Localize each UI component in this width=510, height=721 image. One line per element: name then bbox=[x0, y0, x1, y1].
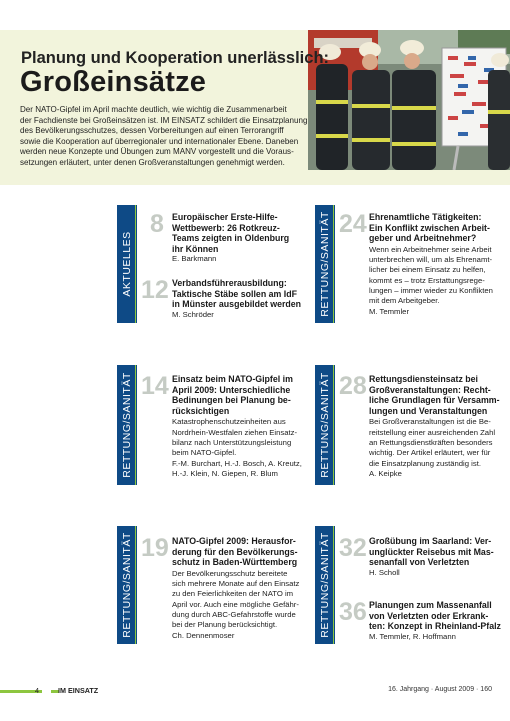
footer-page-info bbox=[35, 686, 98, 695]
page-number: 12 bbox=[141, 276, 169, 304]
entry-summary-line: April vor. Auch eine mögliche Gefähr- bbox=[172, 599, 299, 609]
entry-summary-line: mit dem Arbeitgeber. bbox=[369, 296, 440, 306]
entry-title-line: NATO-Gipfel 2009: Herausfor- bbox=[172, 536, 296, 546]
entry-title bbox=[369, 212, 507, 244]
entry-summary bbox=[369, 245, 507, 307]
firefighters-photo-illustration bbox=[308, 30, 510, 170]
section-label-rettung-sanitaet bbox=[117, 365, 137, 485]
entry-title-line: Bedinungen bei Planung be- bbox=[172, 395, 291, 406]
entry-summary bbox=[172, 569, 312, 631]
entry-summary-line: bei der Planung berücksichtigt. bbox=[172, 620, 278, 630]
page-number: 32 bbox=[339, 534, 367, 562]
entry-summary-line: sich mehrere Monate auf den Einsatz bbox=[172, 579, 300, 589]
entry-title-line: liche Grundlagen für Versamm- bbox=[369, 395, 500, 406]
entry-summary-line: beim NATO-Gipfel. bbox=[172, 448, 237, 458]
entry-title-line: unglückter Reisebus mit Mas- bbox=[369, 546, 494, 557]
section-label-text: RETTUNG/SANITÄT bbox=[319, 211, 331, 317]
entry-summary-line: an Rettungsdienstkräften besonders bbox=[369, 437, 493, 447]
entry-title-line: schutz in Baden-Württemberg bbox=[172, 557, 298, 568]
entry-summary-line: reitstellung einer ausreichenden Zahl bbox=[369, 427, 496, 437]
section-label-text: RETTUNG/SANITÄT bbox=[319, 532, 331, 638]
entry-title bbox=[369, 374, 507, 416]
entry-title-line: Großübung im Saarland: Ver- bbox=[369, 536, 492, 546]
toc-entry[interactable] bbox=[172, 212, 310, 265]
intro-line: sowie die Kooperation auf überregionaler und internationaler Ebene. Daneben bbox=[20, 136, 299, 146]
entry-author: M. Temmler bbox=[369, 306, 410, 316]
entry-author: Ch. Dennenmoser bbox=[172, 630, 235, 640]
toc-entry[interactable] bbox=[369, 600, 507, 642]
section-label-rettung-sanitaet bbox=[315, 205, 335, 323]
article-kicker: Planung und Kooperation unerlässlich: bbox=[21, 49, 330, 67]
section-label-rettung-sanitaet bbox=[315, 526, 335, 644]
entry-summary-line: bilanz nach Unterstützungsleistung bbox=[172, 437, 292, 447]
entry-title-line: Einsatz beim NATO-Gipfel im bbox=[172, 374, 293, 384]
entry-title-line: in Münster ausgebildet werden bbox=[172, 299, 302, 310]
entry-title bbox=[172, 212, 310, 254]
page-title: Großeinsätze bbox=[20, 66, 207, 98]
entry-summary-line: Der Bevölkerungsschutz bereitete bbox=[172, 568, 288, 578]
toc-entry[interactable] bbox=[172, 374, 312, 479]
entry-summary-line: Wenn ein Arbeitnehmer seine Arbeit bbox=[369, 244, 492, 254]
entry-title-line: ihr Können bbox=[172, 243, 219, 254]
entry-title-line: April 2009: Unterschiedliche bbox=[172, 384, 291, 395]
divider-rule bbox=[135, 205, 136, 323]
section-label-aktuelles bbox=[117, 205, 137, 323]
section-label-rettung-sanitaet bbox=[117, 526, 137, 644]
entry-author: H. Scholl bbox=[369, 567, 400, 577]
intro-text bbox=[20, 105, 308, 168]
toc-entry[interactable] bbox=[172, 278, 310, 320]
entry-author-line: F.-M. Burchart, H.-J. Bosch, A. Kreutz, bbox=[172, 458, 302, 468]
entry-title-line: Wettbewerb: 26 Rotkreuz- bbox=[172, 222, 280, 233]
entry-title-line: Rettungsdiensteinsatz bei bbox=[369, 374, 478, 384]
page-number: 36 bbox=[339, 598, 367, 626]
toc-entry[interactable] bbox=[369, 374, 507, 479]
firefighters-photo bbox=[308, 30, 510, 170]
page-number: 28 bbox=[339, 372, 367, 400]
page-number: 24 bbox=[339, 210, 367, 238]
entry-title-line: Taktische Stäbe sollen am IdF bbox=[172, 288, 297, 299]
footer-magazine-name: IM EINSATZ bbox=[58, 686, 99, 695]
entry-author: E. Barkmann bbox=[172, 254, 217, 264]
section-label-text: AKTUELLES bbox=[121, 231, 133, 297]
entry-title-line: Europäischer Erste-Hilfe- bbox=[172, 212, 278, 222]
section-label-text: RETTUNG/SANITÄT bbox=[121, 372, 133, 478]
entry-title bbox=[369, 536, 507, 568]
entry-title-line: derung für den Bevölkerungs- bbox=[172, 546, 298, 557]
entry-author: A. Keipke bbox=[369, 468, 402, 478]
entry-summary bbox=[172, 417, 312, 458]
footer-page-number: 4 bbox=[35, 686, 39, 695]
entry-summary-line: wichtig. Der Artikel erläutert, wer für bbox=[369, 448, 491, 458]
entry-title-line: ten: Konzept in Rheinland-Pfalz bbox=[369, 621, 501, 632]
footer-issue: 16. Jahrgang · August 2009 · 160 bbox=[388, 686, 492, 693]
entry-summary-line: Katastrophenschutzeinheiten aus bbox=[172, 417, 286, 427]
entry-title bbox=[172, 536, 312, 568]
entry-author: M. Schröder bbox=[172, 309, 214, 319]
entry-summary bbox=[369, 417, 507, 468]
entry-title bbox=[172, 374, 312, 416]
entry-title-line: senanfall von Verletzten bbox=[369, 557, 470, 568]
intro-line: des Bevölkerungsschutzes, dessen Vorbereitungen auf einen Terrorangriff bbox=[20, 126, 284, 135]
entry-summary-line: Bei Großveranstaltungen ist die Be- bbox=[369, 417, 491, 427]
entry-author-line: H.-J. Klein, N. Giepen, R. Blum bbox=[172, 468, 278, 478]
toc-entry[interactable] bbox=[369, 536, 507, 578]
section-label-rettung-sanitaet bbox=[315, 365, 335, 485]
entry-summary-line: zu den Feierlichkeiten der NATO im bbox=[172, 589, 294, 599]
section-label-text: RETTUNG/SANITÄT bbox=[121, 532, 133, 638]
entry-title-line: lungen und Veranstaltungen bbox=[369, 405, 488, 416]
toc-entry[interactable] bbox=[172, 536, 312, 641]
divider-rule bbox=[333, 526, 334, 644]
intro-line: Der NATO-Gipfel im April machte deutlich, wie wichtig die Zusammenarbeit bbox=[20, 105, 287, 114]
entry-summary-line: unterbrechen will, um als Ehrenamt- bbox=[369, 255, 493, 265]
entry-title bbox=[369, 600, 507, 632]
entry-title-line: von Verletzten oder Erkrank- bbox=[369, 610, 489, 621]
divider-rule bbox=[135, 526, 136, 644]
entry-summary-line: kommt es – trotz Erstattungsrege- bbox=[369, 275, 485, 285]
intro-line: setzungen erläutert, unter denen Großveranstaltungen genehmigt werden. bbox=[20, 157, 285, 167]
entry-title bbox=[172, 278, 310, 310]
page-number: 8 bbox=[150, 210, 164, 238]
entry-author bbox=[172, 459, 312, 480]
divider-rule bbox=[333, 205, 334, 323]
intro-line: werden neue Konzepte und Übungen zum MANV vorgestellt und die Voraus- bbox=[20, 147, 294, 156]
entry-title-line: Ehrenamtliche Tätigkeiten: bbox=[369, 212, 482, 222]
entry-summary-line: licher bei einem Einsatz zu helfen, bbox=[369, 265, 486, 275]
divider-rule bbox=[135, 365, 136, 485]
page-number: 14 bbox=[141, 372, 169, 400]
toc-entry[interactable] bbox=[369, 212, 507, 317]
entry-title-line: rücksichtigen bbox=[172, 405, 230, 416]
entry-title-line: Planungen zum Massenanfall bbox=[369, 600, 492, 610]
entry-title-line: Verbandsführerausbildung: bbox=[172, 278, 287, 288]
section-label-text: RETTUNG/SANITÄT bbox=[319, 372, 331, 478]
entry-title-line: geber und Arbeitnehmer? bbox=[369, 233, 477, 244]
entry-author: M. Temmler, R. Hoffmann bbox=[369, 631, 456, 641]
intro-line: der Fachdienste bei Großeinsätzen ist. IM EINSATZ schildert die Einsatzplanung bbox=[20, 115, 308, 125]
entry-summary-line: dung durch ABC-Gefahrstoffe wurde bbox=[172, 609, 296, 619]
entry-summary-line: die Einsatzplanung zuständig ist. bbox=[369, 458, 481, 468]
page-number: 19 bbox=[141, 534, 169, 562]
entry-summary-line: Nordrhein-Westfalen ziehen Einsatz- bbox=[172, 427, 298, 437]
divider-rule bbox=[333, 365, 334, 485]
entry-title-line: Großveranstaltungen: Recht- bbox=[369, 384, 491, 395]
entry-summary-line: lungen – immer wieder zu Konflikten bbox=[369, 285, 493, 295]
entry-title-line: Teams zeigten in Oldenburg bbox=[172, 233, 290, 244]
entry-title-line: Ein Konflikt zwischen Arbeit- bbox=[369, 222, 490, 233]
